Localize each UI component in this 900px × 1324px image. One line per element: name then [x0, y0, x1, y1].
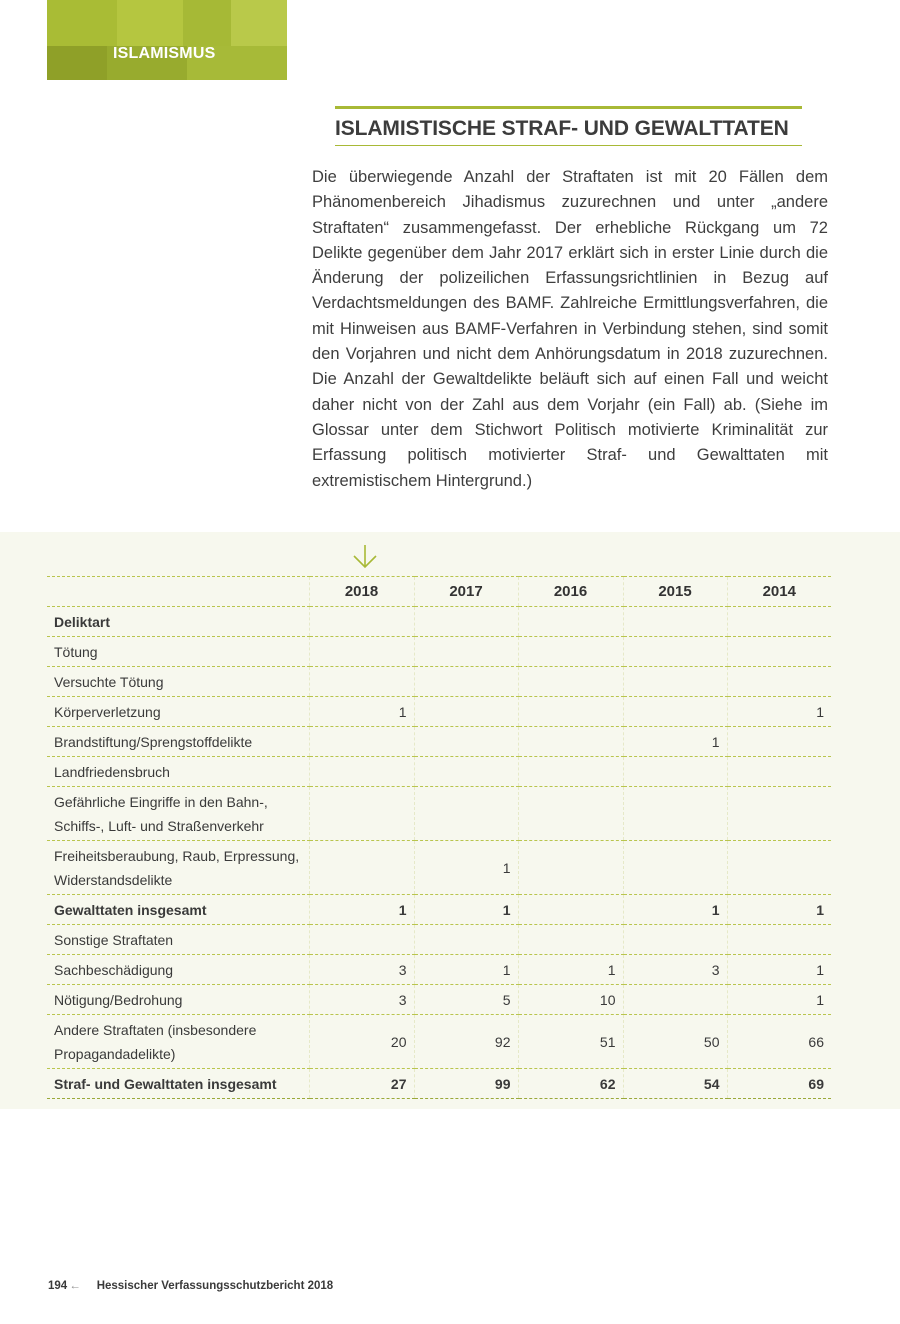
section-heading: [335, 106, 802, 146]
cell-value: 1: [727, 955, 831, 985]
cell-value: 20: [309, 1015, 414, 1069]
table-row: [47, 985, 831, 1015]
cell-value: [414, 757, 518, 787]
page-footer: [48, 1280, 333, 1292]
cell-value: [727, 607, 831, 637]
year-header: 2017: [414, 577, 518, 607]
cell-value: 1: [518, 955, 623, 985]
cell-value: 1: [309, 697, 414, 727]
arrow-left-icon: ←: [69, 1280, 81, 1292]
row-label: Landfriedensbruch: [47, 757, 309, 787]
cell-value: [727, 667, 831, 697]
cell-value: [727, 925, 831, 955]
cell-value: 66: [727, 1015, 831, 1069]
cell-value: [518, 925, 623, 955]
cell-value: [309, 607, 414, 637]
row-label: Körperverletzung: [47, 697, 309, 727]
cell-value: [309, 757, 414, 787]
table-row: [47, 637, 831, 667]
cell-value: [623, 667, 727, 697]
table-row: [47, 697, 831, 727]
table-row: [47, 787, 831, 841]
cell-value: [623, 841, 727, 895]
cell-value: 10: [518, 985, 623, 1015]
cell-value: 1: [727, 895, 831, 925]
table-row: [47, 607, 831, 637]
cell-value: [414, 697, 518, 727]
body-paragraph: Die überwiegende Anzahl der Straftaten ist mit 20 Fällen dem Phänomenbereich Jihadismus zuzurechnen und unter „andere Straftaten“ zusammengefasst. Der erhebliche Rückgang um 72 Delikte gegenüber dem Jahr 2017 erklärt sich in erster Linie durch die Änderung der polizeilichen Erfassungsrichtlinien in Bezug auf Verdachtsmeldungen des BAMF. Zahlreiche Ermittlungsverfahren, die mit Hinweisen aus BAMF-Verfahren in Verbindung stehen, sind somit den Vorjahren und nicht dem Anhörungsdatum in 2018 zuzurechnen. Die Anzahl der Gewaltdelikte beläuft sich auf einen Fall und weicht daher nicht von der Zahl aus dem Vorjahr (ein Fall) ab. (Siehe im Glossar unter dem Stichwort Politisch motivierte Kriminalität zur Erfassung politisch motivierter Straf- und Gewalttaten mit extremistischem Hintergrund.): [312, 168, 828, 490]
cell-value: [414, 787, 518, 841]
cell-value: 1: [414, 841, 518, 895]
statistics-table: [47, 576, 831, 1099]
cell-value: [414, 667, 518, 697]
cell-value: [414, 637, 518, 667]
cell-value: 3: [309, 985, 414, 1015]
cell-value: 1: [727, 985, 831, 1015]
row-label: Gewalttaten insgesamt: [47, 895, 309, 925]
cell-value: [518, 607, 623, 637]
row-label: Tötung: [47, 637, 309, 667]
row-label: Deliktart: [47, 607, 309, 637]
row-label: Sonstige Straftaten: [47, 925, 309, 955]
table-row: [47, 841, 831, 895]
cell-value: [309, 841, 414, 895]
cell-value: [414, 607, 518, 637]
cell-value: [623, 925, 727, 955]
cell-value: [518, 787, 623, 841]
row-label: Freiheitsberaubung, Raub, Erpressung, Widerstandsdelikte: [47, 841, 309, 895]
cell-value: 69: [727, 1069, 831, 1099]
cell-value: 62: [518, 1069, 623, 1099]
cell-value: 99: [414, 1069, 518, 1099]
page-number: 194: [48, 1280, 68, 1292]
row-label: Straf- und Gewalttaten insgesamt: [47, 1069, 309, 1099]
cell-value: [623, 985, 727, 1015]
cell-value: 92: [414, 1015, 518, 1069]
year-header: 2014: [727, 577, 831, 607]
cell-value: 54: [623, 1069, 727, 1099]
cell-value: 3: [309, 955, 414, 985]
cell-value: [309, 925, 414, 955]
cell-value: [414, 727, 518, 757]
cell-value: [309, 637, 414, 667]
cell-value: [518, 895, 623, 925]
year-header: 2015: [623, 577, 727, 607]
cell-value: [623, 757, 727, 787]
cell-value: 51: [518, 1015, 623, 1069]
table-row: [47, 757, 831, 787]
table-header-empty: [47, 577, 309, 607]
row-label: Sachbeschädigung: [47, 955, 309, 985]
cell-value: [414, 925, 518, 955]
cell-value: 27: [309, 1069, 414, 1099]
cell-value: 1: [623, 895, 727, 925]
table-row: [47, 1015, 831, 1069]
row-label: Brandstiftung/Sprengstoffdelikte: [47, 727, 309, 757]
cell-value: [518, 697, 623, 727]
cell-value: [727, 727, 831, 757]
table-row: [47, 925, 831, 955]
year-header: 2018: [309, 577, 414, 607]
cell-value: 1: [727, 697, 831, 727]
section-tab: [47, 0, 287, 80]
cell-value: 1: [309, 895, 414, 925]
cell-value: [518, 841, 623, 895]
cell-value: 3: [623, 955, 727, 985]
year-header: 2016: [518, 577, 623, 607]
row-label: Versuchte Tötung: [47, 667, 309, 697]
table-row: [47, 895, 831, 925]
cell-value: [727, 841, 831, 895]
cell-value: [309, 727, 414, 757]
cell-value: [518, 637, 623, 667]
cell-value: [518, 757, 623, 787]
cell-value: [623, 637, 727, 667]
cell-value: [727, 787, 831, 841]
cell-value: [727, 757, 831, 787]
cell-value: 1: [623, 727, 727, 757]
table-header-row: [47, 577, 831, 607]
cell-value: 1: [414, 895, 518, 925]
table-row: [47, 955, 831, 985]
section-tab-label: ISLAMISMUS: [113, 45, 216, 62]
cell-value: 50: [623, 1015, 727, 1069]
cell-value: [623, 787, 727, 841]
cell-value: [309, 787, 414, 841]
cell-value: [623, 697, 727, 727]
table-row: [47, 1069, 831, 1099]
heading-rule-bottom: [335, 145, 802, 146]
page-title: ISLAMISTISCHE STRAF- UND GEWALTTATEN: [335, 117, 789, 140]
table-row: [47, 727, 831, 757]
arrow-down-icon: [351, 543, 379, 571]
publication-title: Hessischer Verfassungsschutzbericht 2018: [96, 1280, 334, 1292]
cell-value: [518, 667, 623, 697]
cell-value: [518, 727, 623, 757]
cell-value: [727, 637, 831, 667]
table-row: [47, 667, 831, 697]
row-label: Nötigung/Bedrohung: [47, 985, 309, 1015]
cell-value: [623, 607, 727, 637]
cell-value: 5: [414, 985, 518, 1015]
row-label: Gefährliche Eingriffe in den Bahn-, Schiffs-, Luft- und Straßenverkehr: [47, 787, 309, 841]
cell-value: 1: [414, 955, 518, 985]
row-label: Andere Straftaten (insbesondere Propagandadelikte): [47, 1015, 309, 1069]
cell-value: [309, 667, 414, 697]
